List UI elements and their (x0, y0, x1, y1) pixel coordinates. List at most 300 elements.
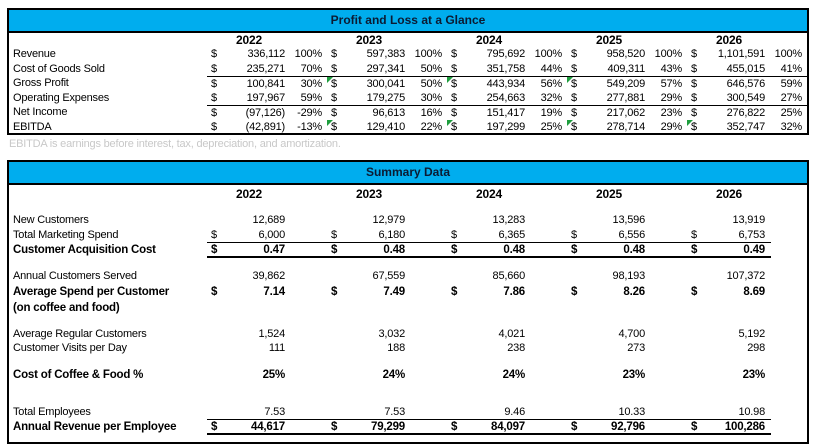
summary-spacer-cell (411, 213, 447, 228)
summary-row (9, 242, 807, 258)
summary-blank-row (9, 202, 807, 213)
pnl-value-cell (207, 120, 291, 135)
summary-row-label: Customer Acquisition Cost (13, 244, 156, 256)
pnl-amount: 958,520 (606, 48, 645, 61)
cell-flag-indicator-icon (567, 120, 573, 126)
summary-amount: 188 (387, 342, 405, 355)
pnl-value-cell (567, 76, 651, 91)
pnl-percent-cell: 100% (414, 48, 442, 61)
summary-value-cell (327, 341, 411, 356)
summary-row-label: New Customers (13, 214, 89, 227)
year-header-2024: 2024 (476, 33, 502, 47)
year-header-2022: 2022 (236, 186, 262, 201)
pnl-percent-cell: 22% (420, 120, 442, 133)
pnl-value-cell (447, 62, 531, 77)
summary-value-cell (447, 327, 531, 342)
currency-symbol: $ (571, 228, 577, 241)
currency-symbol: $ (331, 228, 337, 241)
summary-row (9, 213, 807, 228)
year-header-2025: 2025 (596, 33, 622, 47)
summary-amount: 4,700 (618, 327, 645, 340)
summary-amount: 10.33 (618, 405, 645, 418)
currency-symbol: $ (211, 228, 217, 241)
cell-flag-indicator-icon (447, 120, 453, 126)
summary-spacer-cell (411, 228, 447, 243)
summary-amount: 9.46 (504, 405, 525, 418)
summary-amount: 7.53 (264, 405, 285, 418)
summary-amount: 107,372 (726, 270, 765, 283)
pnl-row-label: Operating Expenses (13, 91, 110, 104)
summary-value-cell (567, 419, 651, 435)
currency-symbol: $ (571, 243, 578, 256)
year-spacer-cell (771, 33, 807, 47)
summary-value-cell (567, 269, 651, 284)
pnl-value-cell (687, 91, 771, 106)
summary-blank-row (9, 383, 807, 394)
summary-amount: 111 (268, 342, 285, 355)
summary-amount: 67,559 (372, 270, 405, 283)
summary-amount: 24% (502, 368, 525, 381)
summary-amount: 238 (507, 342, 525, 355)
pnl-amount: 300,041 (366, 77, 405, 90)
pnl-percent-cell: 16% (411, 105, 447, 120)
summary-amount: 23% (742, 368, 765, 381)
pnl-amount: 455,015 (726, 62, 765, 75)
summary-value-cell (687, 213, 771, 228)
currency-symbol: $ (691, 77, 697, 90)
summary-spacer-cell (771, 213, 807, 228)
summary-value-cell (567, 213, 651, 228)
summary-value-cell (207, 213, 291, 228)
summary-spacer-cell (291, 419, 327, 435)
summary-spacer-cell (771, 341, 807, 356)
pnl-row (9, 62, 807, 77)
summary-row (9, 405, 807, 420)
currency-symbol: $ (211, 420, 218, 433)
summary-value-cell (207, 327, 291, 342)
summary-row-label: Customer Visits per Day (13, 342, 127, 355)
summary-amount: 84,097 (491, 420, 525, 433)
currency-symbol: $ (211, 62, 217, 75)
summary-blank-row (9, 394, 807, 405)
summary-amount: 7.49 (383, 285, 405, 298)
summary-amount: 5,192 (738, 327, 765, 340)
summary-spacer-cell (531, 213, 567, 228)
year-header-2025: 2025 (596, 186, 622, 201)
summary-amount: 3,032 (378, 327, 405, 340)
summary-spacer-cell (291, 284, 327, 300)
pnl-percent-cell: -13% (297, 120, 322, 133)
summary-value-cell (447, 269, 531, 284)
summary-amount: 8.26 (623, 285, 645, 298)
summary-blank-row (9, 316, 807, 327)
summary-value-cell (447, 213, 531, 228)
pnl-corner-cell (9, 33, 207, 47)
pnl-amount: 197,299 (486, 120, 525, 133)
summary-spacer-cell (771, 405, 807, 420)
pnl-percent-cell: 70% (300, 62, 322, 75)
pnl-value-cell (327, 62, 411, 77)
summary-value-cell (207, 367, 291, 383)
pnl-amount: 352,747 (726, 120, 765, 133)
summary-amount: 0.48 (623, 243, 645, 256)
pnl-amount: 646,576 (726, 77, 765, 90)
year-header-2024: 2024 (476, 186, 502, 201)
summary-spacer-cell (411, 341, 447, 356)
currency-symbol: $ (331, 48, 337, 61)
summary-spacer-cell (531, 419, 567, 435)
pnl-value-cell (447, 91, 531, 106)
pnl-table-body (9, 33, 807, 134)
summary-value-cell (447, 367, 531, 383)
summary-row (9, 341, 807, 356)
pnl-value-cell (687, 62, 771, 77)
summary-spacer-cell (771, 242, 807, 258)
currency-symbol: $ (571, 106, 577, 119)
summary-amount: 0.48 (503, 243, 525, 256)
summary-amount: 10.98 (738, 405, 765, 418)
pnl-amount: 254,663 (486, 91, 525, 104)
currency-symbol: $ (211, 48, 217, 61)
pnl-value-cell (567, 47, 651, 62)
summary-spacer-cell (651, 213, 687, 228)
pnl-row-label: Revenue (13, 48, 56, 61)
summary-corner-cell (9, 185, 207, 202)
currency-symbol: $ (211, 120, 217, 133)
summary-blank-row (9, 356, 807, 367)
pnl-value-cell (207, 47, 291, 62)
pnl-amount: 100,841 (246, 77, 285, 90)
summary-value-cell (327, 269, 411, 284)
summary-spacer-cell (411, 269, 447, 284)
summary-value-cell (687, 367, 771, 383)
summary-spacer-cell (771, 284, 807, 300)
summary-spacer-cell (651, 367, 687, 383)
pnl-amount: 129,410 (366, 120, 405, 133)
summary-amount: 0.47 (263, 243, 285, 256)
summary-value-cell (567, 341, 651, 356)
summary-value-cell (447, 242, 531, 258)
pnl-percent-cell: 43% (660, 62, 682, 75)
pnl-percent-cell: 57% (651, 76, 687, 91)
year-spacer-cell (291, 33, 327, 47)
pnl-value-cell (447, 76, 531, 91)
summary-amount: 23% (622, 368, 645, 381)
pnl-value-cell (687, 47, 771, 62)
summary-spacer-cell (291, 242, 327, 258)
pnl-amount: 1,101,591 (717, 48, 765, 61)
summary-value-cell (327, 419, 411, 435)
currency-symbol: $ (331, 62, 337, 75)
summary-amount: 7.53 (384, 405, 405, 418)
summary-amount: 4,021 (498, 327, 525, 340)
pnl-amount: 549,209 (606, 77, 645, 90)
pnl-value-cell (567, 62, 651, 77)
currency-symbol: $ (691, 106, 697, 119)
summary-row-label: Total Employees (13, 405, 91, 418)
summary-spacer-cell (771, 367, 807, 383)
summary-spacer-cell (651, 269, 687, 284)
summary-row (9, 228, 807, 243)
summary-value-cell (327, 213, 411, 228)
pnl-row (9, 91, 807, 106)
summary-value-cell (567, 284, 651, 300)
pnl-table (7, 8, 809, 135)
pnl-percent-cell: 50% (420, 62, 442, 75)
summary-amount: 8.69 (743, 285, 765, 298)
pnl-value-cell (687, 120, 771, 135)
pnl-row (9, 76, 807, 91)
pnl-value-cell (447, 105, 531, 120)
pnl-row-label: EBITDA (13, 120, 52, 133)
currency-symbol: $ (211, 243, 218, 256)
pnl-percent-cell: 23% (651, 105, 687, 120)
pnl-value-cell (567, 105, 651, 120)
summary-value-cell (567, 242, 651, 258)
currency-symbol: $ (451, 48, 457, 61)
pnl-row (9, 47, 807, 62)
summary-spacer-cell (411, 284, 447, 300)
summary-value-cell (207, 284, 291, 300)
pnl-value-cell (447, 120, 531, 135)
pnl-percent-cell: 56% (531, 76, 567, 91)
summary-spacer-cell (411, 327, 447, 342)
currency-symbol: $ (331, 243, 338, 256)
summary-row-label: Annual Revenue per Employee (13, 421, 177, 433)
currency-symbol: $ (691, 285, 698, 298)
summary-amount: 6,000 (258, 228, 285, 241)
currency-symbol: $ (451, 243, 458, 256)
pnl-percent-cell: 19% (531, 105, 567, 120)
summary-spacer-cell (411, 367, 447, 383)
currency-symbol: $ (691, 420, 698, 433)
summary-spacer-cell (291, 269, 327, 284)
summary-amount: 6,365 (498, 228, 525, 241)
summary-amount: 79,299 (371, 420, 405, 433)
pnl-amount: 597,383 (366, 48, 405, 61)
pnl-percent-cell: 100% (774, 48, 802, 61)
summary-spacer-cell (651, 327, 687, 342)
summary-spacer-cell (651, 341, 687, 356)
currency-symbol: $ (571, 91, 577, 104)
summary-value-cell (687, 242, 771, 258)
summary-value-cell (447, 419, 531, 435)
summary-row (9, 269, 807, 284)
summary-row-label: Annual Customers Served (13, 270, 137, 283)
currency-symbol: $ (571, 285, 578, 298)
pnl-amount: (97,126) (245, 106, 285, 119)
pnl-percent-cell: 100% (534, 48, 562, 61)
summary-spacer-cell (291, 228, 327, 243)
currency-symbol: $ (451, 106, 457, 119)
pnl-value-cell (687, 105, 771, 120)
summary-year-header-row (9, 185, 807, 202)
pnl-value-cell (567, 91, 651, 106)
year-spacer-cell (531, 33, 567, 47)
summary-spacer-cell (291, 213, 327, 228)
summary-spacer-cell (651, 284, 687, 300)
currency-symbol: $ (331, 106, 337, 119)
summary-value-cell (207, 419, 291, 435)
currency-symbol: $ (211, 285, 218, 298)
currency-symbol: $ (331, 285, 338, 298)
pnl-amount: 351,758 (486, 62, 525, 75)
currency-symbol: $ (691, 228, 697, 241)
summary-value-cell (447, 341, 531, 356)
pnl-percent-cell: 41% (780, 62, 802, 75)
pnl-value-cell (207, 105, 291, 120)
pnl-percent-cell: 29% (660, 120, 682, 133)
currency-symbol: $ (571, 420, 578, 433)
summary-amount: 7.14 (263, 285, 285, 298)
summary-row (9, 327, 807, 342)
summary-amount: 39,862 (252, 270, 285, 283)
summary-spacer-cell (411, 242, 447, 258)
summary-spacer-cell (651, 228, 687, 243)
summary-spacer-cell (531, 405, 567, 420)
pnl-amount: 151,417 (486, 106, 525, 119)
summary-value-cell (687, 341, 771, 356)
summary-spacer-cell (771, 228, 807, 243)
pnl-percent-cell: 25% (771, 105, 807, 120)
summary-value-cell (327, 405, 411, 420)
summary-table-title: Summary Data (9, 162, 807, 185)
pnl-amount: (42,891) (245, 120, 285, 133)
summary-value-cell (207, 405, 291, 420)
summary-amount: 6,556 (618, 228, 645, 241)
pnl-value-cell (687, 76, 771, 91)
cell-flag-indicator-icon (567, 77, 573, 83)
summary-value-cell (327, 367, 411, 383)
summary-table-body (9, 185, 807, 435)
currency-symbol: $ (331, 77, 337, 90)
summary-spacer-cell (531, 341, 567, 356)
pnl-value-cell (327, 120, 411, 135)
currency-symbol: $ (331, 420, 338, 433)
currency-symbol: $ (571, 120, 577, 133)
pnl-amount: 297,341 (366, 62, 405, 75)
pnl-row (9, 105, 807, 120)
ebitda-footnote: EBITDA is earnings before interest, tax, depreciation, and amortization. (9, 138, 341, 150)
summary-value-cell (567, 327, 651, 342)
pnl-value-cell (327, 47, 411, 62)
pnl-value-cell (207, 62, 291, 77)
pnl-row-label: Cost of Goods Sold (13, 62, 105, 75)
pnl-value-cell (567, 120, 651, 135)
pnl-row (9, 120, 807, 135)
currency-symbol: $ (331, 120, 337, 133)
summary-spacer-cell (291, 367, 327, 383)
summary-value-cell (687, 405, 771, 420)
summary-amount: 298 (747, 342, 765, 355)
summary-value-cell (687, 228, 771, 243)
pnl-year-header-row (9, 33, 807, 47)
pnl-percent-cell: 44% (540, 62, 562, 75)
summary-value-cell (327, 242, 411, 258)
year-spacer-cell (771, 185, 807, 202)
summary-spacer-cell (531, 242, 567, 258)
summary-row-label: Average Spend per Customer (13, 285, 170, 298)
summary-amount: 44,617 (251, 420, 285, 433)
summary-value-cell (447, 284, 531, 300)
pnl-percent-cell: 50% (411, 76, 447, 91)
summary-row (9, 284, 807, 300)
year-spacer-cell (531, 185, 567, 202)
summary-value-cell (207, 228, 291, 243)
pnl-value-cell (207, 76, 291, 91)
pnl-percent-cell: 59% (771, 76, 807, 91)
summary-row-label: Cost of Coffee & Food % (13, 368, 144, 381)
currency-symbol: $ (211, 91, 217, 104)
currency-symbol: $ (451, 91, 457, 104)
summary-spacer-cell (651, 419, 687, 435)
summary-amount: 85,660 (492, 270, 525, 283)
summary-amount: 273 (627, 342, 645, 355)
summary-value-cell (207, 269, 291, 284)
pnl-percent-cell: 25% (540, 120, 562, 133)
currency-symbol: $ (451, 62, 457, 75)
summary-spacer-cell (291, 405, 327, 420)
currency-symbol: $ (691, 62, 697, 75)
summary-value-cell (687, 327, 771, 342)
summary-amount: 98,193 (612, 270, 645, 283)
summary-row (9, 300, 807, 316)
summary-value-cell (327, 327, 411, 342)
pnl-percent-cell: 29% (660, 91, 682, 104)
summary-amount: 25% (262, 368, 285, 381)
currency-symbol: $ (211, 77, 217, 90)
currency-symbol: $ (691, 91, 697, 104)
summary-amount: 92,796 (611, 420, 645, 433)
pnl-percent-cell: 100% (294, 48, 322, 61)
pnl-value-cell (327, 105, 411, 120)
summary-spacer-cell (411, 419, 447, 435)
cell-flag-indicator-icon (327, 120, 333, 126)
summary-spacer-cell (651, 405, 687, 420)
year-spacer-cell (411, 185, 447, 202)
year-header-2023: 2023 (356, 33, 382, 47)
pnl-value-cell (327, 76, 411, 91)
summary-amount: 13,919 (732, 214, 765, 227)
summary-value-cell (567, 405, 651, 420)
summary-spacer-cell (531, 327, 567, 342)
summary-row (9, 367, 807, 383)
summary-amount: 12,979 (372, 214, 405, 227)
summary-amount: 13,596 (612, 214, 645, 227)
year-header-2026: 2026 (716, 186, 742, 201)
summary-spacer-cell (531, 367, 567, 383)
pnl-row-label: Gross Profit (13, 77, 69, 90)
year-spacer-cell (291, 185, 327, 202)
summary-value-cell (207, 242, 291, 258)
pnl-percent-cell: 30% (291, 76, 327, 91)
pnl-amount: 409,311 (607, 62, 645, 75)
year-header-2023: 2023 (356, 186, 382, 201)
pnl-amount: 278,714 (606, 120, 645, 133)
summary-value-cell (687, 284, 771, 300)
summary-amount: 24% (382, 368, 405, 381)
pnl-percent-cell: 32% (540, 91, 562, 104)
summary-value-cell (567, 367, 651, 383)
summary-row (9, 419, 807, 435)
currency-symbol: $ (691, 120, 697, 133)
pnl-amount: 179,275 (366, 91, 405, 104)
pnl-value-cell (207, 91, 291, 106)
summary-spacer-cell (531, 228, 567, 243)
pnl-percent-cell: 59% (300, 91, 322, 104)
currency-symbol: $ (691, 243, 698, 256)
summary-spacer-cell (771, 419, 807, 435)
